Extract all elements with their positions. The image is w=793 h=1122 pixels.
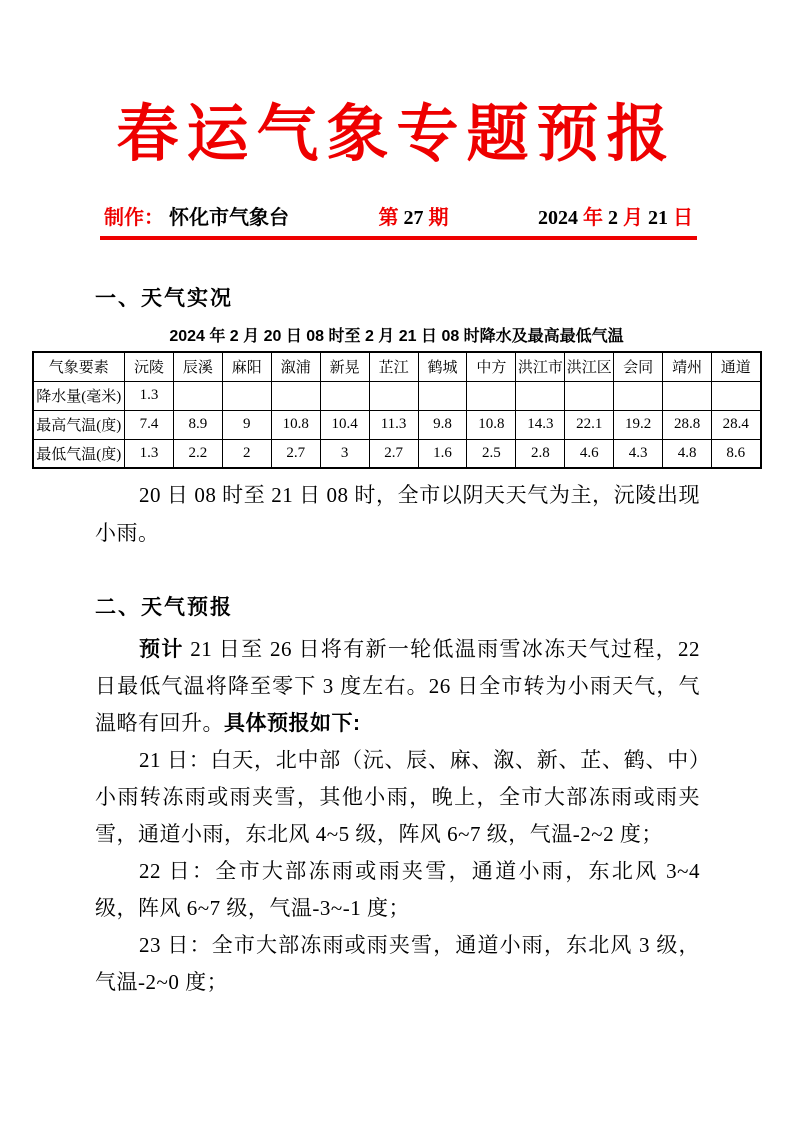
table-cell: 2.2 [173,439,222,468]
table-body [33,381,761,468]
issue-number [379,205,449,231]
issue-prefix: 第 [378,207,399,229]
red-divider [100,236,697,240]
table-cell [222,381,271,410]
column-header: 麻阳 [222,352,271,381]
table-caption: 2024 年 2 月 20 日 08 时至 2 月 21 日 08 时降水及最高最低气温 [169,328,624,345]
date-year: 2024 [538,207,578,229]
section1-heading: 一、天气实况 [95,287,233,310]
column-header: 洪江区 [565,352,614,381]
table-cell [614,381,663,410]
row-label: 最高气温(度) [33,410,125,439]
producer [104,205,289,231]
table-cell [663,381,712,410]
date-day-unit: 日 [673,207,693,229]
table-cell [712,381,761,410]
table-cell [418,381,467,410]
producer-name: 怀化市气象台 [169,207,289,229]
table-cell [271,381,320,410]
row-label: 降水量(毫米) [33,381,125,410]
table-cell: 4.6 [565,439,614,468]
table-cell [467,381,516,410]
forecast-day-22: 22 日：全市大部冻雨或雨夹雪，通道小雨，东北风 3~4 级，阵风 6~7 级，气温-3~-1 度； [95,859,700,920]
table-cell: 1.6 [418,439,467,468]
column-header: 通道 [712,352,761,381]
table-cell: 4.3 [614,439,663,468]
table-cell: 22.1 [565,410,614,439]
table-row [33,381,761,410]
row-label: 最低气温(度) [33,439,125,468]
table-cell [369,381,418,410]
column-header: 鹤城 [418,352,467,381]
table-cell: 2.8 [516,439,565,468]
table-cell: 2 [222,439,271,468]
forecast-day-21: 21 日：白天，北中部（沅、辰、麻、溆、新、芷、鹤、中）小雨转冻雨或雨夹雪，其他小雨，晚上，全市大部冻雨或雨夹雪，通道小雨，东北风 4~5 级，阵风 6~7 级，气温-2~2 度； [95,748,700,846]
table-cell: 8.6 [712,439,761,468]
column-header: 沅陵 [125,352,174,381]
producer-label: 制作： [104,207,164,229]
table-cell [173,381,222,410]
table-cell: 9.8 [418,410,467,439]
table-cell: 11.3 [369,410,418,439]
table-header-row [33,352,761,381]
table-cell: 1.3 [125,439,174,468]
table-cell: 3 [320,439,369,468]
table-cell: 10.8 [271,410,320,439]
column-header: 会同 [614,352,663,381]
date-day: 21 [648,207,668,229]
column-header: 溆浦 [271,352,320,381]
forecast-day-23: 23 日：全市大部冻雨或雨夹雪，通道小雨，东北风 3 级，气温-2~0 度； [95,933,700,994]
issue-date [538,205,693,231]
table-cell: 10.8 [467,410,516,439]
section2-heading: 二、天气预报 [95,596,233,619]
table-cell: 28.8 [663,410,712,439]
table-cell: 19.2 [614,410,663,439]
section1-paragraph: 20 日 08 时至 21 日 08 时，全市以阴天天气为主，沅陵出现小雨。 [95,483,700,545]
table-cell: 7.4 [125,410,174,439]
date-year-unit: 年 [583,207,603,229]
date-month-unit: 月 [623,207,643,229]
forecast-intro-paragraph [95,631,700,742]
table-cell: 10.4 [320,410,369,439]
forecast-intro-lead: 预计 [139,638,184,661]
table-cell [320,381,369,410]
column-header: 中方 [467,352,516,381]
table-cell: 2.7 [271,439,320,468]
column-header: 辰溪 [173,352,222,381]
document-title: 春运气象专题预报 [116,101,677,169]
table-cell: 14.3 [516,410,565,439]
table-row [33,439,761,468]
forecast-intro-tail: 具体预报如下: [224,712,361,735]
forecast-intro-body: 21 日至 26 日将有新一轮低温雨雪冰冻天气过程，22 日最低气温将降至零下 3 度左右。26 日全市转为小雨天气，气温略有回升。 [95,637,700,735]
table-cell: 2.7 [369,439,418,468]
column-header: 洪江市 [516,352,565,381]
weather-table [32,351,762,469]
issue-suffix: 期 [428,207,449,229]
table-cell [516,381,565,410]
date-month: 2 [608,207,618,229]
table-cell: 4.8 [663,439,712,468]
table-cell [565,381,614,410]
column-header: 芷江 [369,352,418,381]
column-header: 靖州 [663,352,712,381]
table-cell: 9 [222,410,271,439]
table-cell: 2.5 [467,439,516,468]
masthead [104,205,693,231]
column-header: 气象要素 [33,352,125,381]
issue-value: 27 [403,207,424,229]
table-row [33,410,761,439]
table-cell: 1.3 [125,381,174,410]
column-header: 新晃 [320,352,369,381]
table-cell: 8.9 [173,410,222,439]
table-cell: 28.4 [712,410,761,439]
